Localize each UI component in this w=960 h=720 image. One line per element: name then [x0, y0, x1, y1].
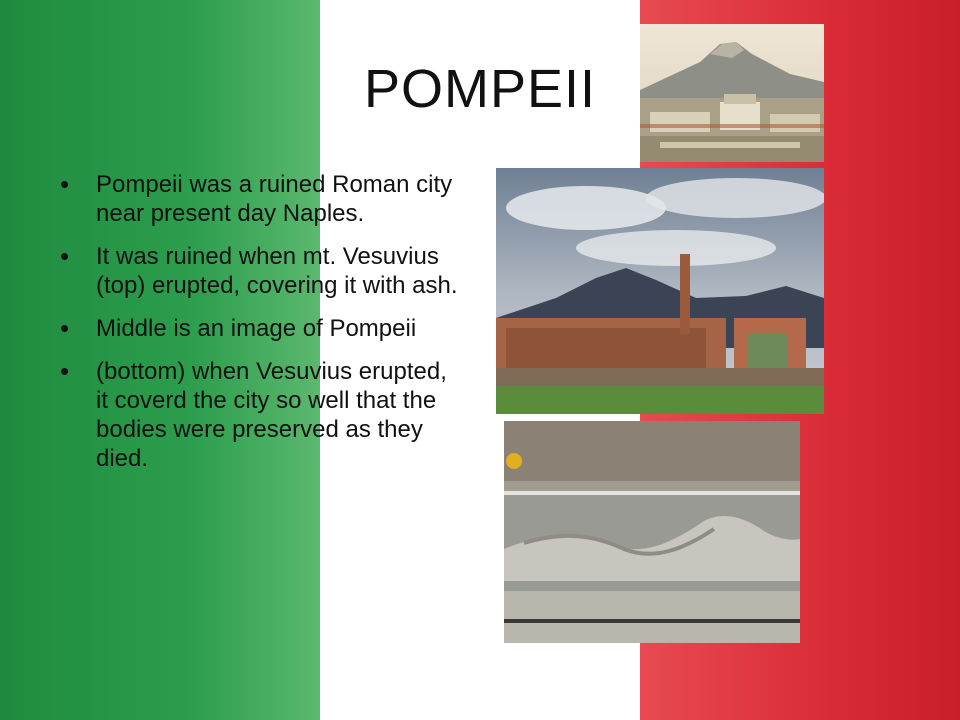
bullet-list: [60, 170, 460, 487]
bullet-item: • Pompeii was a ruined Roman city near present day Naples.: [60, 170, 460, 228]
vesuvius-painting-image: [640, 24, 824, 162]
pompeii-ruins-photo: [496, 168, 824, 414]
bullet-item: • It was ruined when mt. Vesuvius (top) erupted, covering it with ash.: [60, 242, 460, 300]
bullet-item: • (bottom) when Vesuvius erupted, it coverd the city so well that the bodies were preserved as they died.: [60, 357, 460, 473]
plaster-cast-body-photo: [504, 421, 800, 643]
slide-title: POMPEII: [363, 59, 597, 119]
bullet-item: • Middle is an image of Pompeii: [60, 314, 460, 343]
